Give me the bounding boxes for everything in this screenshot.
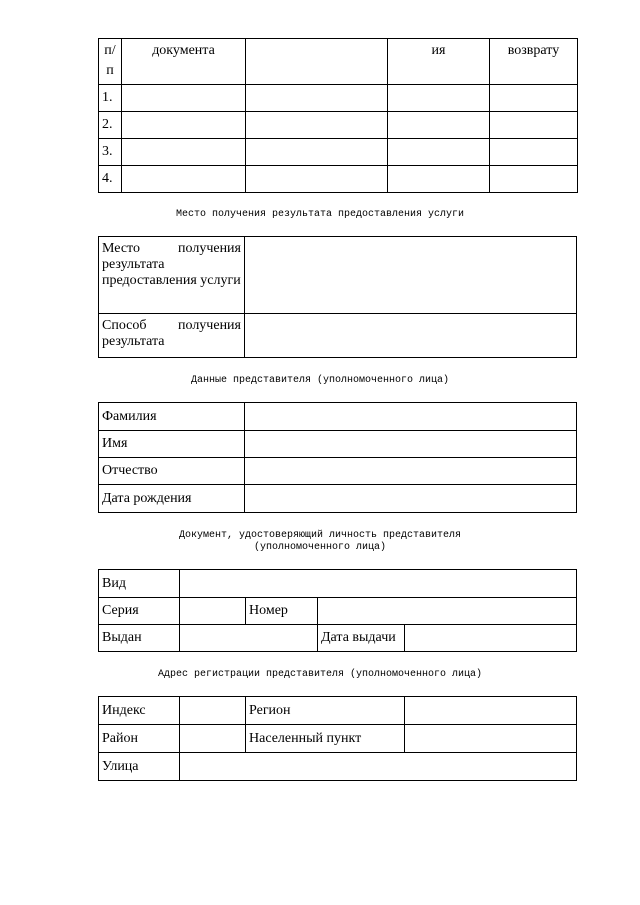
cell[interactable] bbox=[246, 85, 388, 112]
representative-table bbox=[98, 402, 577, 513]
id-doc-section-caption bbox=[0, 530, 640, 554]
table-row bbox=[99, 85, 578, 112]
cell[interactable] bbox=[246, 139, 388, 166]
name-label: Имя bbox=[99, 431, 245, 458]
number-label: Номер bbox=[246, 598, 318, 625]
locality-label: Населенный пункт bbox=[246, 725, 405, 753]
issued-label: Выдан bbox=[99, 625, 180, 652]
surname-value[interactable] bbox=[245, 403, 577, 431]
district-value[interactable] bbox=[180, 725, 246, 753]
method-value[interactable] bbox=[245, 314, 577, 358]
place-label: Место получения результата предоставления услуги bbox=[99, 237, 245, 314]
series-label: Серия bbox=[99, 598, 180, 625]
index-value[interactable] bbox=[180, 697, 246, 725]
place-value[interactable] bbox=[245, 237, 577, 314]
cell-document[interactable] bbox=[122, 85, 246, 112]
row-number: 2. bbox=[99, 112, 122, 139]
col-header-4: ия bbox=[388, 39, 490, 85]
doc-type-value[interactable] bbox=[180, 570, 577, 598]
id-document-table bbox=[98, 569, 577, 652]
row-number: 1. bbox=[99, 85, 122, 112]
surname-label: Фамилия bbox=[99, 403, 245, 431]
table-row bbox=[99, 112, 578, 139]
address-section-caption: Адрес регистрации представителя (уполномоченного лица) bbox=[157, 669, 483, 680]
cell-document[interactable] bbox=[122, 166, 246, 193]
street-label: Улица bbox=[99, 753, 180, 781]
patronymic-value[interactable] bbox=[245, 458, 577, 485]
index-label: Индекс bbox=[99, 697, 180, 725]
issued-value[interactable] bbox=[180, 625, 318, 652]
number-value[interactable] bbox=[318, 598, 577, 625]
col-header-document: документа bbox=[122, 39, 246, 85]
district-label: Район bbox=[99, 725, 180, 753]
cell-document[interactable] bbox=[122, 139, 246, 166]
method-label: Способ получения результата bbox=[99, 314, 245, 358]
documents-table bbox=[98, 38, 578, 193]
table-row bbox=[99, 166, 578, 193]
col-header-3 bbox=[246, 39, 388, 85]
issue-date-label: Дата выдачи bbox=[318, 625, 405, 652]
region-value[interactable] bbox=[405, 697, 577, 725]
doc-type-label: Вид bbox=[99, 570, 180, 598]
region-label: Регион bbox=[246, 697, 405, 725]
cell-document[interactable] bbox=[122, 112, 246, 139]
cell[interactable] bbox=[246, 166, 388, 193]
col-header-return: возврату bbox=[490, 39, 578, 85]
cell[interactable] bbox=[490, 112, 578, 139]
result-section-caption: Место получения результата предоставления услуги bbox=[175, 209, 465, 220]
table-row bbox=[99, 139, 578, 166]
cell[interactable] bbox=[388, 112, 490, 139]
series-value[interactable] bbox=[180, 598, 246, 625]
row-number: 3. bbox=[99, 139, 122, 166]
cell[interactable] bbox=[246, 112, 388, 139]
street-value[interactable] bbox=[180, 753, 577, 781]
result-table bbox=[98, 236, 577, 358]
address-table bbox=[98, 696, 577, 781]
rep-section-caption: Данные представителя (уполномоченного лица) bbox=[190, 375, 450, 386]
cell[interactable] bbox=[490, 166, 578, 193]
name-value[interactable] bbox=[245, 431, 577, 458]
cell[interactable] bbox=[388, 85, 490, 112]
cell[interactable] bbox=[388, 139, 490, 166]
id-doc-caption-line1: Документ, удостоверяющий личность представителя bbox=[178, 530, 462, 541]
birthdate-label: Дата рождения bbox=[99, 485, 245, 513]
id-doc-caption-line2: (уполномоченного лица) bbox=[253, 542, 387, 553]
cell[interactable] bbox=[388, 166, 490, 193]
cell[interactable] bbox=[490, 85, 578, 112]
locality-value[interactable] bbox=[405, 725, 577, 753]
birthdate-value[interactable] bbox=[245, 485, 577, 513]
col-header-number: п/ п bbox=[99, 39, 122, 85]
issue-date-value[interactable] bbox=[405, 625, 577, 652]
cell[interactable] bbox=[490, 139, 578, 166]
row-number: 4. bbox=[99, 166, 122, 193]
patronymic-label: Отчество bbox=[99, 458, 245, 485]
